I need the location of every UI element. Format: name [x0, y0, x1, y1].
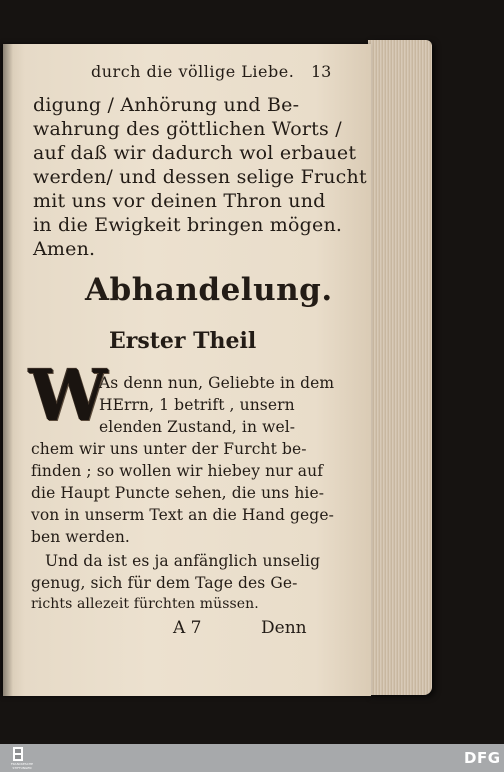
- francke-logo-text: FRANCKESCHE STIFTUNGEN: [10, 762, 34, 770]
- page-gutter-shadow: [3, 44, 13, 696]
- text-line: genug, sich für dem Tage des Ge-: [31, 574, 298, 592]
- text-line: auf daß wir dadurch wol erbauet: [33, 142, 357, 164]
- francke-foundation-logo[interactable]: [4, 746, 32, 770]
- text-line: wahrung des göttlichen Worts /: [33, 118, 342, 140]
- section-subheading: Erster Theil: [109, 328, 257, 354]
- section-heading: Abhandelung.: [85, 272, 333, 308]
- text-line: HErrn, 1 betrift , unsern: [99, 396, 295, 414]
- signature-mark: A 7: [173, 618, 202, 638]
- text-line: digung / Anhörung und Be-: [33, 94, 300, 116]
- text-line: die Haupt Puncte sehen, die uns hie-: [31, 484, 325, 502]
- text-line: mit uns vor deinen Thron und: [33, 190, 326, 212]
- text-line: ben werden.: [31, 528, 130, 546]
- book-page: [3, 44, 371, 696]
- text-line: elenden Zustand, in wel-: [99, 418, 296, 436]
- text-line: von in unserm Text an die Hand gege-: [31, 506, 334, 524]
- viewer-footer-bar: [0, 744, 504, 772]
- decorative-initial: W: [29, 354, 108, 437]
- text-line: chem wir uns unter der Furcht be-: [31, 440, 307, 458]
- text-line: As denn nun, Geliebte in dem: [99, 374, 335, 392]
- francke-emblem-icon: [4, 746, 32, 762]
- text-line: Und da ist es ja anfänglich unselig: [45, 552, 321, 570]
- dfg-logo[interactable]: DFG: [464, 749, 501, 767]
- text-line: werden/ und dessen selige Frucht: [33, 166, 367, 188]
- text-line: richts allezeit fürchten müssen.: [31, 596, 259, 612]
- catchword: Denn: [261, 618, 307, 638]
- page-number: 13: [311, 62, 332, 81]
- text-line: in die Ewigkeit bringen mögen.: [33, 214, 343, 236]
- page-edges: [368, 40, 432, 695]
- text-line: finden ; so wollen wir hiebey nur auf: [31, 462, 324, 480]
- text-line: Amen.: [33, 238, 96, 260]
- running-head: durch die völlige Liebe.: [91, 62, 295, 81]
